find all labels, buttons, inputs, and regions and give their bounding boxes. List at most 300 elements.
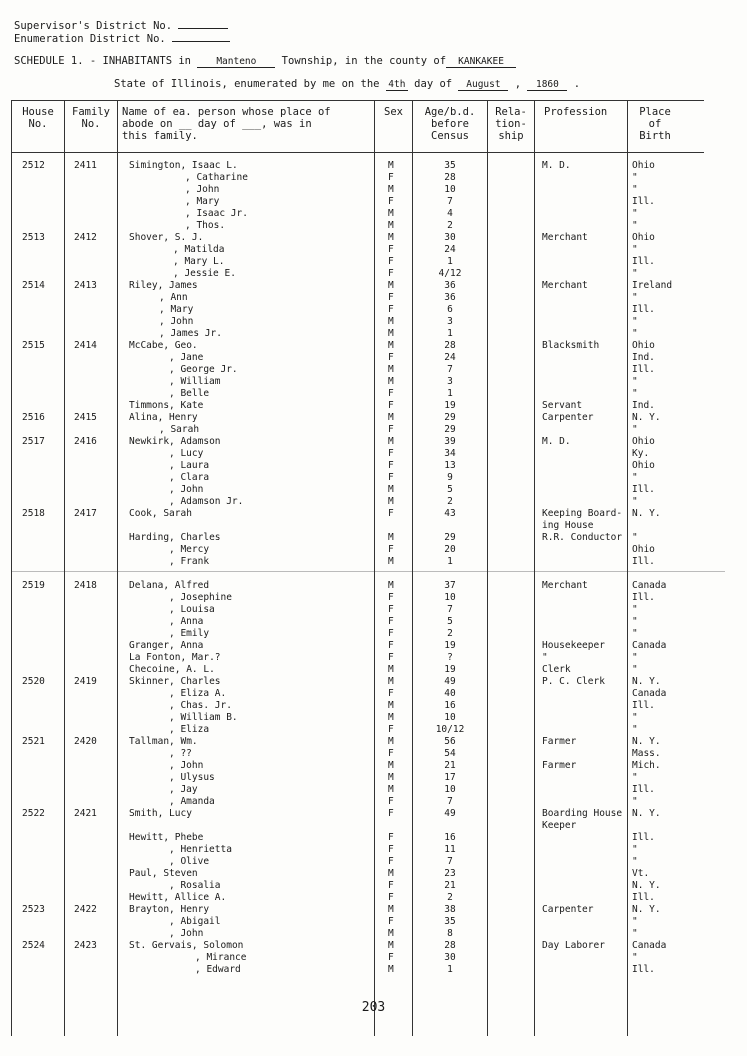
family-number: 2418 xyxy=(74,580,97,591)
birthplace-value: " xyxy=(632,172,638,183)
table-row xyxy=(0,892,747,904)
sex-value: M xyxy=(388,364,394,375)
age-value: 7 xyxy=(447,604,453,615)
table-row xyxy=(0,616,747,628)
birthplace-value: Mich. xyxy=(632,760,661,771)
table-row xyxy=(0,964,747,976)
person-name: , Amanda xyxy=(169,796,215,807)
birthplace-value: N. Y. xyxy=(632,736,661,747)
county-value: KANKAKEE xyxy=(446,57,516,68)
house-number: 2521 xyxy=(22,736,45,747)
birthplace-value: Ohio xyxy=(632,160,655,171)
profession-value: Carpenter xyxy=(542,904,594,915)
person-name: , John xyxy=(169,484,204,495)
year-value: 1860 xyxy=(527,80,567,91)
person-name: McCabe, Geo. xyxy=(129,340,198,351)
sex-value: F xyxy=(388,244,394,255)
age-value: 37 xyxy=(444,580,456,591)
sex-value: M xyxy=(388,436,394,447)
sex-value: F xyxy=(388,472,394,483)
birthplace-value: " xyxy=(632,916,638,927)
sex-value: M xyxy=(388,160,394,171)
birthplace-value: " xyxy=(632,532,638,543)
age-value: 24 xyxy=(444,244,456,255)
profession-value: " xyxy=(542,652,548,663)
person-name: , Thos. xyxy=(185,220,226,231)
birthplace-value: Ky. xyxy=(632,448,650,459)
table-row xyxy=(0,940,747,952)
age-value: 21 xyxy=(444,880,456,891)
supervisor-district-label: Supervisor's District No. xyxy=(14,20,173,32)
person-name: , Abigail xyxy=(169,916,221,927)
birthplace-value: Ill. xyxy=(632,700,655,711)
table-row xyxy=(0,532,747,544)
birthplace-value: " xyxy=(632,928,638,939)
birthplace-value: Canada xyxy=(632,688,667,699)
age-value: 49 xyxy=(444,808,456,819)
sex-value: M xyxy=(388,556,394,567)
birthplace-value: Ill. xyxy=(632,196,655,207)
age-value: 56 xyxy=(444,736,456,747)
birthplace-value: " xyxy=(632,724,638,735)
birthplace-value: Ohio xyxy=(632,544,655,555)
table-row xyxy=(0,856,747,868)
birthplace-value: " xyxy=(632,712,638,723)
table-row xyxy=(0,904,747,916)
birthplace-value: " xyxy=(632,268,638,279)
person-name: Hewitt, Phebe xyxy=(129,832,204,843)
table-row xyxy=(0,916,747,928)
age-value: 10 xyxy=(444,592,456,603)
age-value: 2 xyxy=(447,892,453,903)
table-row xyxy=(0,448,747,460)
profession-value: Housekeeper xyxy=(542,640,605,651)
person-name: , Josephine xyxy=(169,592,232,603)
birthplace-value: " xyxy=(632,664,638,675)
profession-value: M. D. xyxy=(542,160,571,171)
sex-value: M xyxy=(388,580,394,591)
sex-value: F xyxy=(388,880,394,891)
family-number: 2423 xyxy=(74,940,97,951)
sex-value: M xyxy=(388,760,394,771)
table-row xyxy=(0,604,747,616)
person-name: Newkirk, Adamson xyxy=(129,436,221,447)
age-value: ? xyxy=(447,652,453,663)
house-number: 2517 xyxy=(22,436,45,447)
table-row xyxy=(0,772,747,784)
table-row xyxy=(0,352,747,364)
birthplace-value: Ireland xyxy=(632,280,673,291)
sex-value: M xyxy=(388,232,394,243)
person-name: Harding, Charles xyxy=(129,532,221,543)
sex-value: M xyxy=(388,784,394,795)
table-row xyxy=(0,472,747,484)
table-row xyxy=(0,868,747,880)
family-number: 2415 xyxy=(74,412,97,423)
sex-value: F xyxy=(388,256,394,267)
person-name: , John xyxy=(159,316,194,327)
person-name: , Mary xyxy=(185,196,220,207)
person-name: Tallman, Wm. xyxy=(129,736,198,747)
table-row xyxy=(0,952,747,964)
sex-value: F xyxy=(388,616,394,627)
age-value: 35 xyxy=(444,160,456,171)
person-name: St. Gervais, Solomon xyxy=(129,940,244,951)
table-row xyxy=(0,628,747,640)
birthplace-value: " xyxy=(632,292,638,303)
age-value: 5 xyxy=(447,484,453,495)
family-number: 2421 xyxy=(74,808,97,819)
birthplace-value: N. Y. xyxy=(632,676,661,687)
year-separator: , xyxy=(514,78,522,90)
birthplace-value: Vt. xyxy=(632,868,650,879)
month-value: August xyxy=(458,80,508,91)
birthplace-value: " xyxy=(632,844,638,855)
age-value: 8 xyxy=(447,928,453,939)
table-row xyxy=(0,652,747,664)
person-name: , William B. xyxy=(169,712,238,723)
sex-value: F xyxy=(388,544,394,555)
birthplace-value: Ohio xyxy=(632,436,655,447)
table-row xyxy=(0,400,747,412)
birthplace-value: N. Y. xyxy=(632,880,661,891)
sex-value: F xyxy=(388,808,394,819)
age-value: 16 xyxy=(444,700,456,711)
birthplace-value: N. Y. xyxy=(632,508,661,519)
age-value: 10 xyxy=(444,184,456,195)
person-name: , Jay xyxy=(169,784,198,795)
table-row xyxy=(0,484,747,496)
table-row xyxy=(0,700,747,712)
township-value: Manteno xyxy=(197,57,275,68)
table-row xyxy=(0,160,747,172)
column-header-family: Family No. xyxy=(72,106,110,130)
age-value: 3 xyxy=(447,376,453,387)
sex-value: F xyxy=(388,352,394,363)
birthplace-value: Ill. xyxy=(632,832,655,843)
person-name: , William xyxy=(169,376,221,387)
age-value: 7 xyxy=(447,196,453,207)
person-name: , Olive xyxy=(169,856,210,867)
house-number: 2518 xyxy=(22,508,45,519)
birthplace-value: Canada xyxy=(632,940,667,951)
sex-value: F xyxy=(388,268,394,279)
age-value: 43 xyxy=(444,508,456,519)
profession-value: Carpenter xyxy=(542,412,594,423)
sex-value: M xyxy=(388,484,394,495)
age-value: 1 xyxy=(447,556,453,567)
family-number: 2416 xyxy=(74,436,97,447)
person-name: , James Jr. xyxy=(159,328,222,339)
profession-value: R.R. Conductor xyxy=(542,532,623,543)
age-value: 1 xyxy=(447,964,453,975)
profession-value: Clerk xyxy=(542,664,571,675)
age-value: 9 xyxy=(447,472,453,483)
person-name: , Anna xyxy=(169,616,204,627)
age-value: 24 xyxy=(444,352,456,363)
age-value: 36 xyxy=(444,292,456,303)
person-name: , John xyxy=(169,760,204,771)
sex-value: F xyxy=(388,856,394,867)
sex-value: M xyxy=(388,772,394,783)
table-row xyxy=(0,760,747,772)
sex-value: F xyxy=(388,604,394,615)
column-header-house: House No. xyxy=(22,106,54,130)
birthplace-value: Ohio xyxy=(632,460,655,471)
birthplace-value: Ill. xyxy=(632,364,655,375)
age-value: 2 xyxy=(447,628,453,639)
person-name: Timmons, Kate xyxy=(129,400,204,411)
person-name: Paul, Steven xyxy=(129,868,198,879)
family-number: 2413 xyxy=(74,280,97,291)
age-value: 30 xyxy=(444,952,456,963)
table-row xyxy=(0,808,747,820)
person-name: Checoine, A. L. xyxy=(129,664,215,675)
family-number: 2417 xyxy=(74,508,97,519)
sex-value: F xyxy=(388,952,394,963)
family-number: 2419 xyxy=(74,676,97,687)
person-name: , Mary xyxy=(159,304,194,315)
column-header-relationship: Rela- tion- ship xyxy=(495,106,527,142)
birthplace-value: " xyxy=(632,796,638,807)
sex-value: M xyxy=(388,376,394,387)
birthplace-value: N. Y. xyxy=(632,808,661,819)
table-row xyxy=(0,556,747,568)
table-row xyxy=(0,196,747,208)
family-number: 2414 xyxy=(74,340,97,351)
person-name: , Henrietta xyxy=(169,844,232,855)
table-row xyxy=(0,316,747,328)
birthplace-value: Ill. xyxy=(632,592,655,603)
birthplace-value: Mass. xyxy=(632,748,661,759)
table-row xyxy=(0,220,747,232)
profession-value: Farmer xyxy=(542,736,577,747)
sex-value: F xyxy=(388,400,394,411)
house-number: 2520 xyxy=(22,676,45,687)
profession-value: Keeper xyxy=(542,820,577,831)
birthplace-value: Ind. xyxy=(632,352,655,363)
table-row xyxy=(0,676,747,688)
family-number: 2422 xyxy=(74,904,97,915)
table-row xyxy=(0,292,747,304)
birthplace-value: Ill. xyxy=(632,484,655,495)
sex-value: M xyxy=(388,184,394,195)
age-value: 29 xyxy=(444,412,456,423)
birthplace-value: N. Y. xyxy=(632,904,661,915)
sex-value: F xyxy=(388,304,394,315)
birthplace-value: " xyxy=(632,220,638,231)
birthplace-value: " xyxy=(632,472,638,483)
sex-value: F xyxy=(388,292,394,303)
sex-value: M xyxy=(388,712,394,723)
birthplace-value: Ill. xyxy=(632,892,655,903)
sex-value: M xyxy=(388,940,394,951)
table-row xyxy=(0,328,747,340)
table-row xyxy=(0,580,747,592)
sex-value: F xyxy=(388,448,394,459)
house-number: 2523 xyxy=(22,904,45,915)
age-value: 4 xyxy=(447,208,453,219)
birthplace-value: " xyxy=(632,604,638,615)
age-value: 54 xyxy=(444,748,456,759)
sex-value: F xyxy=(388,196,394,207)
birthplace-value: " xyxy=(632,424,638,435)
birthplace-value: N. Y. xyxy=(632,412,661,423)
sex-value: M xyxy=(388,532,394,543)
birthplace-value: " xyxy=(632,856,638,867)
person-name: Smith, Lucy xyxy=(129,808,192,819)
sex-value: F xyxy=(388,652,394,663)
birthplace-value: " xyxy=(632,772,638,783)
sex-value: F xyxy=(388,844,394,855)
table-row xyxy=(0,244,747,256)
sex-value: F xyxy=(388,832,394,843)
sex-value: M xyxy=(388,496,394,507)
person-name: , Ulysus xyxy=(169,772,215,783)
age-value: 7 xyxy=(447,856,453,867)
age-value: 1 xyxy=(447,328,453,339)
table-row xyxy=(0,232,747,244)
birthplace-value: Ill. xyxy=(632,556,655,567)
sex-value: M xyxy=(388,412,394,423)
table-row xyxy=(0,820,747,832)
age-value: 11 xyxy=(444,844,456,855)
birthplace-value: " xyxy=(632,952,638,963)
house-number: 2512 xyxy=(22,160,45,171)
age-value: 10 xyxy=(444,784,456,795)
age-value: 28 xyxy=(444,940,456,951)
person-name: La Fonton, Mar.? xyxy=(129,652,221,663)
table-row xyxy=(0,340,747,352)
age-value: 19 xyxy=(444,664,456,675)
person-name: , Louisa xyxy=(169,604,215,615)
birthplace-value: " xyxy=(632,328,638,339)
age-value: 38 xyxy=(444,904,456,915)
column-header-profession: Profession xyxy=(544,106,608,118)
table-row xyxy=(0,748,747,760)
sex-value: M xyxy=(388,904,394,915)
table-top-rule xyxy=(11,100,704,101)
profession-value: Farmer xyxy=(542,760,577,771)
house-number: 2522 xyxy=(22,808,45,819)
sex-value: M xyxy=(388,208,394,219)
person-name: , Ann xyxy=(159,292,188,303)
sex-value: F xyxy=(388,796,394,807)
family-number: 2412 xyxy=(74,232,97,243)
age-value: 17 xyxy=(444,772,456,783)
person-name: , Belle xyxy=(169,388,210,399)
person-name: Alina, Henry xyxy=(129,412,198,423)
person-name: , ?? xyxy=(169,748,192,759)
age-value: 30 xyxy=(444,232,456,243)
person-name: , Clara xyxy=(169,472,210,483)
table-row xyxy=(0,928,747,940)
profession-value: Merchant xyxy=(542,580,588,591)
person-name: , Mary L. xyxy=(173,256,225,267)
age-value: 10/12 xyxy=(435,724,465,735)
table-row xyxy=(0,412,747,424)
profession-value: Keeping Board- xyxy=(542,508,623,519)
age-value: 7 xyxy=(447,364,453,375)
sex-value: F xyxy=(388,508,394,519)
schedule-line xyxy=(14,55,516,68)
sex-value: F xyxy=(388,688,394,699)
township-label: Township, in the county of xyxy=(281,55,447,67)
sex-value: F xyxy=(388,748,394,759)
sex-value: F xyxy=(388,916,394,927)
person-name: , Frank xyxy=(169,556,210,567)
table-row xyxy=(0,640,747,652)
age-value: 1 xyxy=(447,256,453,267)
person-name: , John xyxy=(169,928,204,939)
birthplace-value: Canada xyxy=(632,580,667,591)
person-name: , Rosalia xyxy=(169,880,221,891)
table-row xyxy=(0,304,747,316)
age-value: 49 xyxy=(444,676,456,687)
table-row xyxy=(0,784,747,796)
enumeration-district-line xyxy=(14,31,230,45)
table-row xyxy=(0,496,747,508)
birthplace-value: Ill. xyxy=(632,256,655,267)
sex-value: F xyxy=(388,388,394,399)
person-name: , Isaac Jr. xyxy=(185,208,248,219)
day-value: 4th xyxy=(386,80,408,91)
sex-value: F xyxy=(388,424,394,435)
age-value: 29 xyxy=(444,424,456,435)
person-name: , George Jr. xyxy=(169,364,238,375)
table-row xyxy=(0,712,747,724)
age-value: 10 xyxy=(444,712,456,723)
person-name: , Lucy xyxy=(169,448,204,459)
birthplace-value: Ohio xyxy=(632,232,655,243)
table-row xyxy=(0,172,747,184)
person-name: , Jane xyxy=(169,352,204,363)
column-header-birth: Place of Birth xyxy=(639,106,671,142)
age-value: 19 xyxy=(444,400,456,411)
table-row xyxy=(0,208,747,220)
age-value: 3 xyxy=(447,316,453,327)
person-name: Hewitt, Allice A. xyxy=(129,892,227,903)
birthplace-value: " xyxy=(632,652,638,663)
birthplace-value: " xyxy=(632,244,638,255)
sex-value: M xyxy=(388,928,394,939)
person-name: , Mercy xyxy=(169,544,210,555)
age-value: 40 xyxy=(444,688,456,699)
birthplace-value: Canada xyxy=(632,640,667,651)
profession-value: Boarding House xyxy=(542,808,623,819)
person-name: Delana, Alfred xyxy=(129,580,210,591)
person-name: Brayton, Henry xyxy=(129,904,210,915)
state-line xyxy=(114,78,580,91)
age-value: 21 xyxy=(444,760,456,771)
person-name: , Catharine xyxy=(185,172,248,183)
age-value: 36 xyxy=(444,280,456,291)
age-value: 2 xyxy=(447,220,453,231)
age-value: 39 xyxy=(444,436,456,447)
sex-value: M xyxy=(388,220,394,231)
age-value: 35 xyxy=(444,916,456,927)
enumeration-district-label: Enumeration District No. xyxy=(14,33,166,45)
sex-value: F xyxy=(388,592,394,603)
profession-value: Merchant xyxy=(542,232,588,243)
house-number: 2519 xyxy=(22,580,45,591)
page-number: 203 xyxy=(361,1000,386,1015)
person-name: , John xyxy=(185,184,220,195)
sex-value: M xyxy=(388,280,394,291)
table-row xyxy=(0,280,747,292)
table-row xyxy=(0,460,747,472)
sex-value: F xyxy=(388,640,394,651)
